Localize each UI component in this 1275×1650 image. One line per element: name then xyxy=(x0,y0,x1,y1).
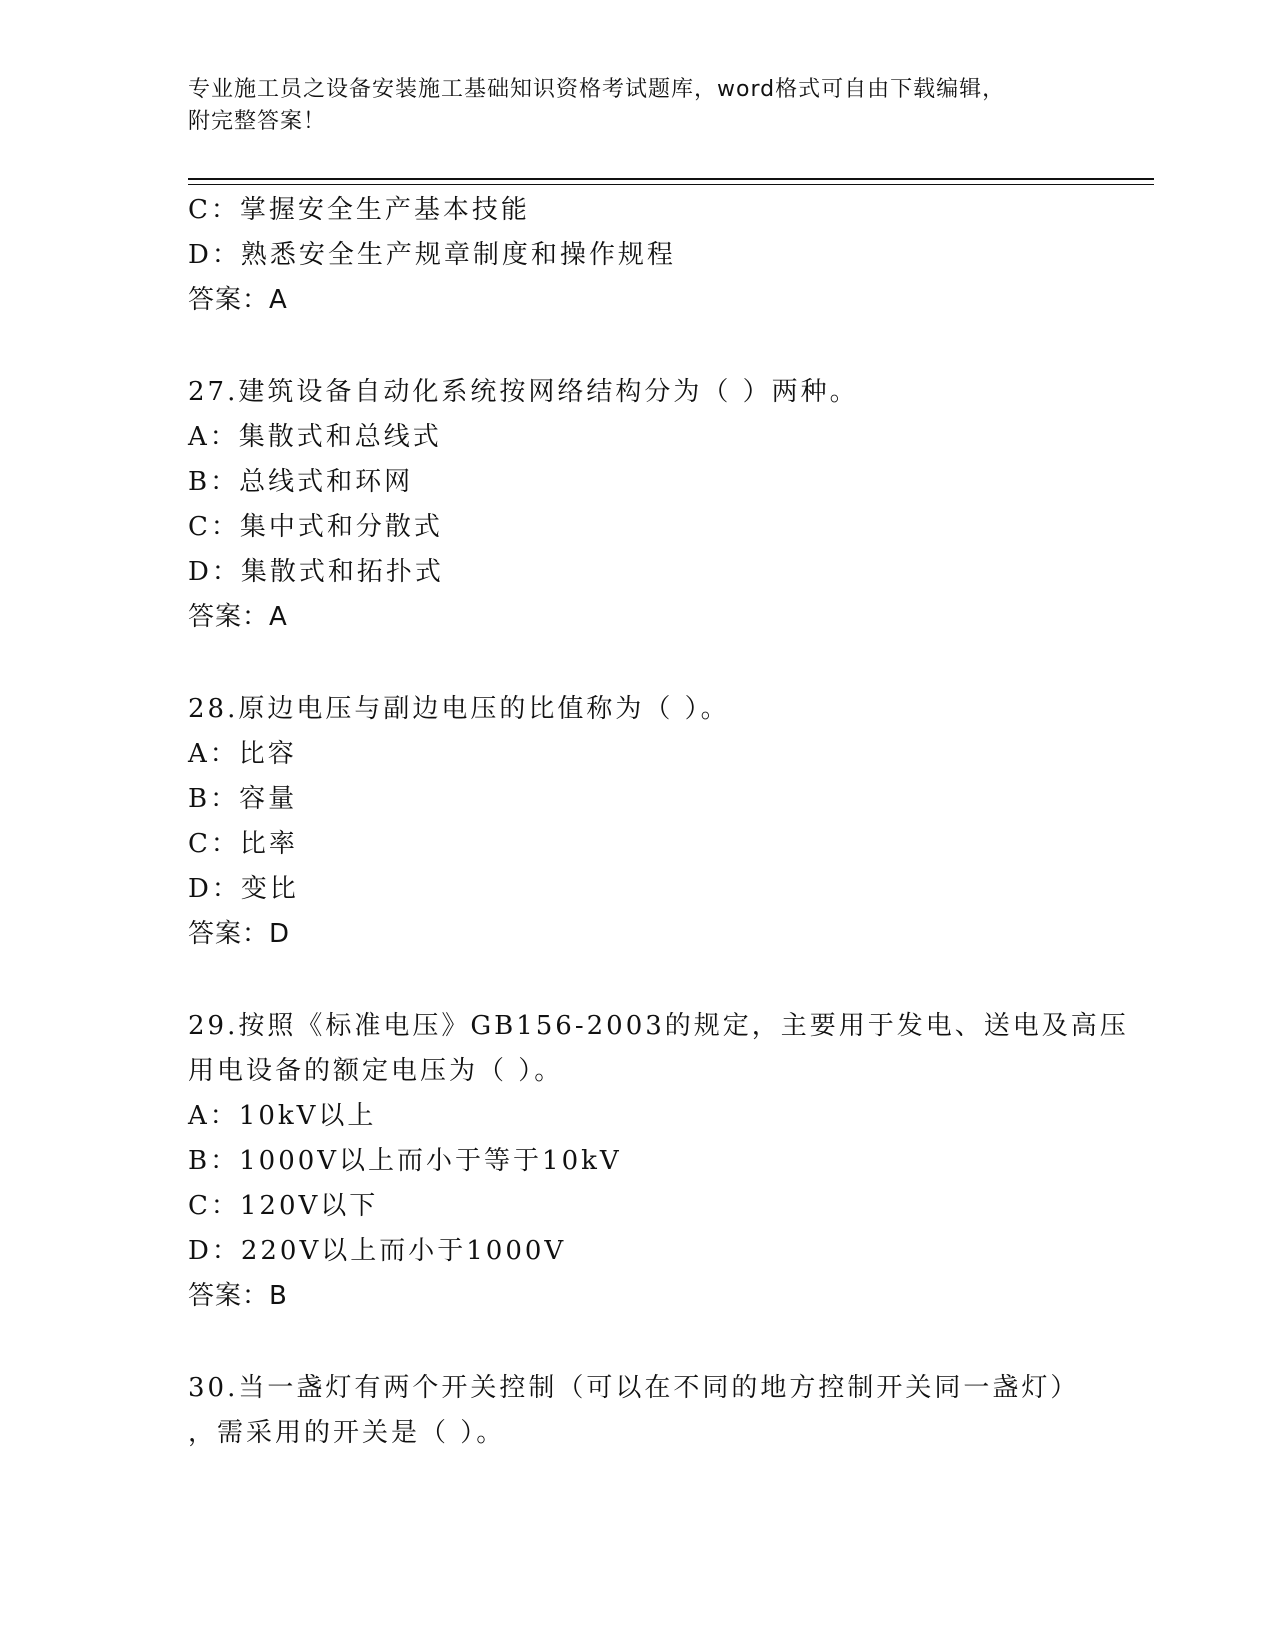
answer: 答案：B xyxy=(188,1281,288,1311)
option-c: C：集中式和分散式 xyxy=(188,512,443,542)
question-stem-line-1: 29.按照《标准电压》GB156-2003的规定，主要用于发电、送电及高压 xyxy=(188,1011,1129,1041)
header-divider-thick xyxy=(188,178,1154,180)
answer: 答案：A xyxy=(188,285,288,315)
option-d: D：220V以上而小于1000V xyxy=(188,1236,567,1266)
option-d: D：变比 xyxy=(188,874,299,904)
question-30 xyxy=(188,1366,1154,1456)
option-b: B：容量 xyxy=(188,784,298,814)
option-a: A：集散式和总线式 xyxy=(188,422,442,452)
option-b: B：1000V以上而小于等于10kV xyxy=(188,1146,622,1176)
question-28 xyxy=(188,687,1154,957)
option-a: A：比容 xyxy=(188,739,297,769)
header-line-2: 附完整答案！ xyxy=(188,109,327,134)
question-content xyxy=(188,188,1154,1456)
answer: 答案：A xyxy=(188,602,288,632)
option-d: D：熟悉安全生产规章制度和操作规程 xyxy=(188,240,676,270)
option-c: C：120V以下 xyxy=(188,1191,379,1221)
question-stem-line-2: ，需采用的开关是（ ）。 xyxy=(188,1418,506,1448)
answer: 答案：D xyxy=(188,919,291,949)
question-27 xyxy=(188,370,1154,640)
question-stem-line-1: 30.当一盏灯有两个开关控制（可以在不同的地方控制开关同一盏灯） xyxy=(188,1373,1080,1403)
question-29 xyxy=(188,1004,1154,1319)
previous-question-tail xyxy=(188,188,1154,323)
option-c: C：比率 xyxy=(188,829,298,859)
question-stem: 27.建筑设备自动化系统按网络结构分为（ ）两种。 xyxy=(188,377,859,407)
option-b: B：总线式和环网 xyxy=(188,467,414,497)
header-line-1: 专业施工员之设备安装施工基础知识资格考试题库，word格式可自由下载编辑， xyxy=(188,77,1006,102)
option-d: D：集散式和拓扑式 xyxy=(188,557,444,587)
option-a: A：10kV以上 xyxy=(188,1101,377,1131)
question-stem-line-2: 用电设备的额定电压为（ ）。 xyxy=(188,1056,564,1086)
option-c: C：掌握安全生产基本技能 xyxy=(188,195,530,225)
header-divider-thin xyxy=(188,184,1154,185)
question-stem: 28.原边电压与副边电压的比值称为（ ）。 xyxy=(188,694,730,724)
document-header xyxy=(188,74,1088,138)
